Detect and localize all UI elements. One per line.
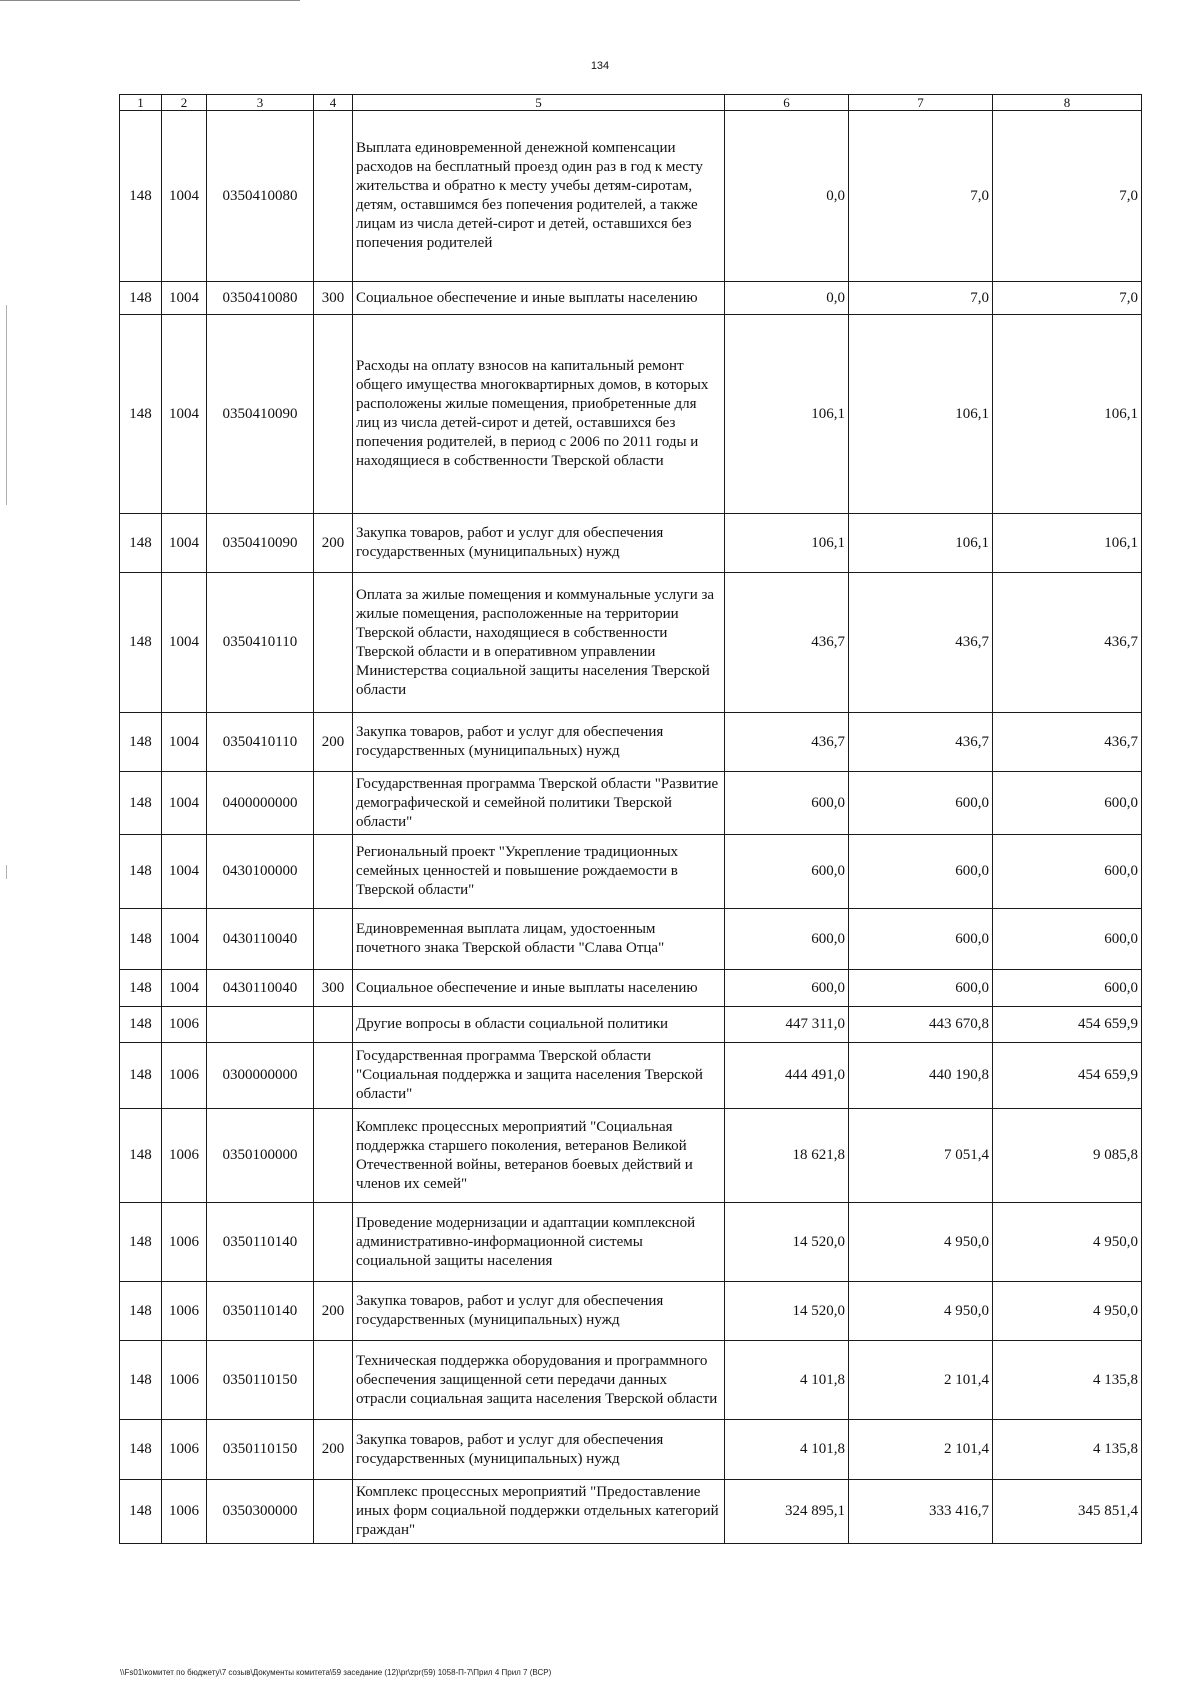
cell-section-code: 1006	[162, 1480, 207, 1544]
cell-amount-col-8: 4 950,0	[993, 1282, 1142, 1341]
column-header: 4	[314, 95, 353, 111]
cell-amount-col-8: 106,1	[993, 315, 1142, 514]
cell-description: Расходы на оплату взносов на капитальный ремонт общего имущества многоквартирных домов, в которых расположены жилые помещения, приобретенные для лиц из числа детей-сирот и детей, оставшихся без попечения родителей, в период с 2006 по 2011 годы и находящиеся в собственности Тверской области	[353, 315, 725, 514]
table-row	[120, 1480, 1142, 1544]
table-row	[120, 1109, 1142, 1203]
cell-amount-col-8: 345 851,4	[993, 1480, 1142, 1544]
cell-admin-code: 148	[120, 970, 162, 1007]
cell-amount-col-6: 0,0	[725, 282, 849, 315]
cell-admin-code: 148	[120, 573, 162, 713]
table-row	[120, 1043, 1142, 1109]
cell-description: Комплекс процессных мероприятий "Социальная поддержка старшего поколения, ветеранов Великой Отечественной войны, ветеранов боевых действий и членов их семей"	[353, 1109, 725, 1203]
cell-amount-col-6: 0,0	[725, 111, 849, 282]
cell-target-article: 0400000000	[207, 772, 314, 835]
cell-expense-type	[314, 1109, 353, 1203]
cell-section-code: 1004	[162, 970, 207, 1007]
cell-admin-code: 148	[120, 1480, 162, 1544]
cell-section-code: 1004	[162, 835, 207, 909]
cell-amount-col-7: 2 101,4	[849, 1420, 993, 1480]
cell-admin-code: 148	[120, 1420, 162, 1480]
cell-amount-col-6: 18 621,8	[725, 1109, 849, 1203]
footer-file-path: \\Fs01\комитет по бюджету\7 созыв\Документы комитета\59 заседание (12)\pr\zpr(59) 1058-П-7\Прил 4 Прил 7 (ВСР)	[120, 1668, 552, 1677]
column-number-row	[120, 95, 1142, 111]
cell-amount-col-7: 600,0	[849, 835, 993, 909]
cell-amount-col-7: 436,7	[849, 713, 993, 772]
page-number: 134	[590, 60, 610, 72]
scan-line	[0, 0, 300, 1]
cell-admin-code: 148	[120, 1203, 162, 1282]
cell-amount-col-6: 447 311,0	[725, 1007, 849, 1043]
column-header: 3	[207, 95, 314, 111]
cell-amount-col-7: 7,0	[849, 111, 993, 282]
cell-admin-code: 148	[120, 111, 162, 282]
cell-section-code: 1006	[162, 1007, 207, 1043]
table-row	[120, 282, 1142, 315]
cell-description: Техническая поддержка оборудования и программного обеспечения защищенной сети передачи данных отрасли социальная защита населения Тверской области	[353, 1341, 725, 1420]
cell-expense-type: 300	[314, 282, 353, 315]
cell-amount-col-6: 436,7	[725, 573, 849, 713]
cell-section-code: 1006	[162, 1282, 207, 1341]
column-header: 7	[849, 95, 993, 111]
cell-amount-col-8: 454 659,9	[993, 1043, 1142, 1109]
cell-admin-code: 148	[120, 1109, 162, 1203]
cell-amount-col-7: 106,1	[849, 514, 993, 573]
table-row	[120, 315, 1142, 514]
cell-section-code: 1004	[162, 315, 207, 514]
table-row	[120, 909, 1142, 970]
column-header: 2	[162, 95, 207, 111]
cell-amount-col-8: 4 950,0	[993, 1203, 1142, 1282]
cell-amount-col-7: 4 950,0	[849, 1203, 993, 1282]
cell-amount-col-8: 436,7	[993, 573, 1142, 713]
cell-amount-col-7: 600,0	[849, 970, 993, 1007]
cell-admin-code: 148	[120, 514, 162, 573]
cell-description: Социальное обеспечение и иные выплаты населению	[353, 970, 725, 1007]
table-row	[120, 970, 1142, 1007]
cell-admin-code: 148	[120, 909, 162, 970]
cell-amount-col-7: 600,0	[849, 772, 993, 835]
cell-section-code: 1006	[162, 1203, 207, 1282]
table-body	[120, 111, 1142, 1544]
table-row	[120, 514, 1142, 573]
cell-amount-col-7: 443 670,8	[849, 1007, 993, 1043]
cell-amount-col-8: 600,0	[993, 970, 1142, 1007]
cell-amount-col-7: 4 950,0	[849, 1282, 993, 1341]
table-row	[120, 1282, 1142, 1341]
cell-target-article	[207, 1007, 314, 1043]
cell-description: Выплата единовременной денежной компенсации расходов на бесплатный проезд один раз в год к месту жительства и обратно к месту учебы детям-сиротам, детям, оставшимся без попечения родителей, а также лицам из числа детей-сирот и детей, оставшихся без попечения родителей	[353, 111, 725, 282]
table-row	[120, 713, 1142, 772]
cell-admin-code: 148	[120, 1043, 162, 1109]
cell-section-code: 1004	[162, 111, 207, 282]
cell-section-code: 1006	[162, 1109, 207, 1203]
cell-target-article: 0350410110	[207, 573, 314, 713]
table-row	[120, 573, 1142, 713]
cell-amount-col-6: 4 101,8	[725, 1420, 849, 1480]
cell-amount-col-8: 436,7	[993, 713, 1142, 772]
cell-target-article: 0350410090	[207, 514, 314, 573]
cell-expense-type: 200	[314, 1420, 353, 1480]
cell-target-article: 0350410080	[207, 111, 314, 282]
cell-expense-type	[314, 1203, 353, 1282]
cell-target-article: 0430110040	[207, 970, 314, 1007]
cell-description: Закупка товаров, работ и услуг для обеспечения государственных (муниципальных) нужд	[353, 1282, 725, 1341]
cell-amount-col-8: 7,0	[993, 282, 1142, 315]
column-header: 5	[353, 95, 725, 111]
table-row	[120, 772, 1142, 835]
cell-amount-col-8: 7,0	[993, 111, 1142, 282]
cell-target-article: 0350110140	[207, 1203, 314, 1282]
cell-target-article: 0350110140	[207, 1282, 314, 1341]
cell-amount-col-7: 600,0	[849, 909, 993, 970]
cell-amount-col-8: 4 135,8	[993, 1341, 1142, 1420]
cell-expense-type	[314, 835, 353, 909]
cell-amount-col-8: 600,0	[993, 772, 1142, 835]
cell-target-article: 0350100000	[207, 1109, 314, 1203]
cell-amount-col-6: 600,0	[725, 970, 849, 1007]
cell-description: Оплата за жилые помещения и коммунальные услуги за жилые помещения, расположенные на территории Тверской области, находящиеся в собственности Тверской области и в оперативном управлении Министерства социальной защиты населения Тверской области	[353, 573, 725, 713]
cell-amount-col-6: 600,0	[725, 772, 849, 835]
cell-target-article: 0350110150	[207, 1420, 314, 1480]
table-row	[120, 111, 1142, 282]
cell-amount-col-7: 436,7	[849, 573, 993, 713]
cell-expense-type	[314, 573, 353, 713]
cell-amount-col-7: 333 416,7	[849, 1480, 993, 1544]
cell-target-article: 0430100000	[207, 835, 314, 909]
cell-section-code: 1006	[162, 1420, 207, 1480]
cell-section-code: 1004	[162, 772, 207, 835]
cell-section-code: 1004	[162, 713, 207, 772]
cell-amount-col-7: 7 051,4	[849, 1109, 993, 1203]
cell-expense-type	[314, 909, 353, 970]
cell-target-article: 0350110150	[207, 1341, 314, 1420]
cell-section-code: 1004	[162, 514, 207, 573]
cell-description: Единовременная выплата лицам, удостоенным почетного знака Тверской области "Слава Отца"	[353, 909, 725, 970]
cell-amount-col-6: 106,1	[725, 514, 849, 573]
cell-expense-type	[314, 111, 353, 282]
cell-section-code: 1004	[162, 909, 207, 970]
cell-description: Государственная программа Тверской области "Развитие демографической и семейной политики Тверской области"	[353, 772, 725, 835]
cell-admin-code: 148	[120, 713, 162, 772]
table-row	[120, 1007, 1142, 1043]
cell-admin-code: 148	[120, 282, 162, 315]
cell-description: Закупка товаров, работ и услуг для обеспечения государственных (муниципальных) нужд	[353, 713, 725, 772]
column-header: 6	[725, 95, 849, 111]
cell-section-code: 1004	[162, 573, 207, 713]
cell-admin-code: 148	[120, 1282, 162, 1341]
cell-amount-col-8: 600,0	[993, 835, 1142, 909]
cell-amount-col-6: 600,0	[725, 909, 849, 970]
cell-expense-type	[314, 1480, 353, 1544]
column-header: 8	[993, 95, 1142, 111]
cell-amount-col-6: 14 520,0	[725, 1203, 849, 1282]
table-row	[120, 835, 1142, 909]
scan-line	[6, 305, 7, 505]
cell-target-article: 0350410080	[207, 282, 314, 315]
cell-expense-type: 200	[314, 713, 353, 772]
cell-amount-col-8: 9 085,8	[993, 1109, 1142, 1203]
cell-description: Проведение модернизации и адаптации комплексной административно-информационной системы социальной защиты населения	[353, 1203, 725, 1282]
cell-admin-code: 148	[120, 315, 162, 514]
cell-description: Государственная программа Тверской области "Социальная поддержка и защита населения Тверской области"	[353, 1043, 725, 1109]
cell-admin-code: 148	[120, 1007, 162, 1043]
cell-expense-type	[314, 1341, 353, 1420]
cell-section-code: 1004	[162, 282, 207, 315]
table-row	[120, 1420, 1142, 1480]
cell-target-article: 0350300000	[207, 1480, 314, 1544]
cell-admin-code: 148	[120, 1341, 162, 1420]
cell-amount-col-7: 2 101,4	[849, 1341, 993, 1420]
cell-target-article: 0350410110	[207, 713, 314, 772]
cell-amount-col-8: 106,1	[993, 514, 1142, 573]
scan-line	[6, 865, 7, 879]
cell-expense-type	[314, 772, 353, 835]
cell-target-article: 0430110040	[207, 909, 314, 970]
cell-target-article: 0300000000	[207, 1043, 314, 1109]
cell-description: Закупка товаров, работ и услуг для обеспечения государственных (муниципальных) нужд	[353, 514, 725, 573]
cell-admin-code: 148	[120, 835, 162, 909]
cell-amount-col-6: 600,0	[725, 835, 849, 909]
cell-target-article: 0350410090	[207, 315, 314, 514]
cell-amount-col-8: 4 135,8	[993, 1420, 1142, 1480]
cell-amount-col-7: 440 190,8	[849, 1043, 993, 1109]
cell-description: Закупка товаров, работ и услуг для обеспечения государственных (муниципальных) нужд	[353, 1420, 725, 1480]
table-row	[120, 1341, 1142, 1420]
cell-expense-type: 200	[314, 1282, 353, 1341]
cell-admin-code: 148	[120, 772, 162, 835]
cell-expense-type	[314, 315, 353, 514]
cell-expense-type: 200	[314, 514, 353, 573]
table-row	[120, 1203, 1142, 1282]
cell-amount-col-6: 436,7	[725, 713, 849, 772]
cell-amount-col-7: 7,0	[849, 282, 993, 315]
cell-expense-type: 300	[314, 970, 353, 1007]
cell-amount-col-7: 106,1	[849, 315, 993, 514]
cell-section-code: 1006	[162, 1043, 207, 1109]
cell-amount-col-6: 4 101,8	[725, 1341, 849, 1420]
cell-amount-col-8: 600,0	[993, 909, 1142, 970]
cell-section-code: 1006	[162, 1341, 207, 1420]
cell-expense-type	[314, 1043, 353, 1109]
cell-description: Другие вопросы в области социальной политики	[353, 1007, 725, 1043]
cell-description: Комплекс процессных мероприятий "Предоставление иных форм социальной поддержки отдельных категорий граждан"	[353, 1480, 725, 1544]
table-header	[120, 95, 1142, 111]
cell-description: Социальное обеспечение и иные выплаты населению	[353, 282, 725, 315]
cell-amount-col-6: 14 520,0	[725, 1282, 849, 1341]
cell-amount-col-6: 324 895,1	[725, 1480, 849, 1544]
cell-description: Региональный проект "Укрепление традиционных семейных ценностей и повышение рождаемости в Тверской области"	[353, 835, 725, 909]
column-header: 1	[120, 95, 162, 111]
cell-expense-type	[314, 1007, 353, 1043]
cell-amount-col-6: 444 491,0	[725, 1043, 849, 1109]
budget-table	[119, 94, 1142, 1544]
cell-amount-col-6: 106,1	[725, 315, 849, 514]
cell-amount-col-8: 454 659,9	[993, 1007, 1142, 1043]
